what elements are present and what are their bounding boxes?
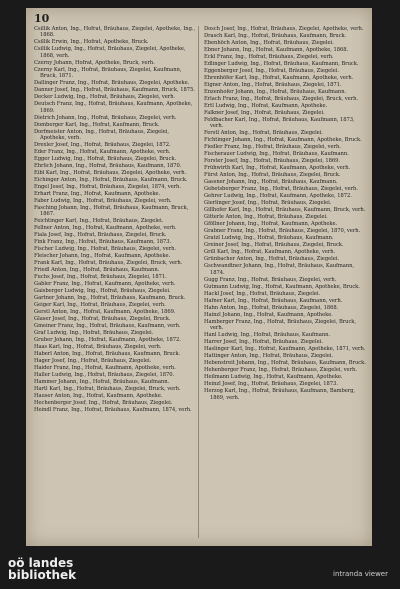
directory-entry: Erhart Franz, Ing., Hofrat, Kaufmann, Apotheke. — [34, 191, 161, 198]
directory-entry: Ebenhöch Anton, Ing., Hofrat, Bräuhaus, Ziegelei. — [204, 40, 334, 46]
directory-entry: Egger Ludwig, Ing., Hofrat, Bräuhaus, Ziegelei, Bruck. — [34, 156, 177, 163]
right-column — [204, 26, 366, 542]
directory-entry: Gugg Franz, Ing., Hofrat, Bräuhaus, Ziegelei, verh. — [204, 276, 337, 283]
logo-line-1: oö landes — [8, 556, 74, 570]
logo-line-2: bibliothek — [8, 568, 77, 582]
directory-entry: Greiner Josef, Ing., Hofrat, Bräuhaus, Ziegelei, Bruck. — [204, 242, 344, 249]
directory-entry: Eibl Karl, Ing., Hofrat, Bräuhaus, Ziegelei, Apotheke, verh. — [34, 170, 187, 177]
directory-entry: Hainzl Johann, Ing., Hofrat, Kaufmann, Apotheke. — [204, 311, 333, 318]
directory-entry: Ertl Ludwig, Ing., Hofrat, Kaufmann, Apotheke. — [204, 103, 328, 109]
directory-entry: Czerny Johann, Hofrat, Apotheke, Bruck, verh. — [34, 59, 155, 66]
directory-entry: Dorfmeister Anton, Ing., Hofrat, Bräuhaus, Ziegelei, Apotheke, verh. — [34, 128, 170, 142]
directory-entry: Graf Ludwig, Ing., Hofrat, Bräuhaus, Ziegelei. — [34, 330, 154, 337]
directory-entry: Fiedler Franz, Ing., Hofrat, Bräuhaus, Ziegelei, verh. — [204, 144, 341, 151]
directory-entry: Eggenberger Josef, Ing., Hofrat, Bräuhaus, Ziegelei. — [204, 68, 339, 74]
directory-entry: Fischer Ludwig, Ing., Hofrat, Bräuhaus, Ziegelei, verh. — [34, 246, 176, 253]
directory-entry: Ebner Johann, Ing., Hofrat, Kaufmann, Apotheke, 1868. — [204, 47, 349, 53]
directory-entry: Fleischer Johann, Ing., Hofrat, Kaufmann, Apotheke. — [34, 253, 171, 260]
directory-entry: Gassner Johann, Ing., Hofrat, Bräuhaus, Kaufmann. — [204, 179, 338, 186]
directory-entry: Gartner Johann, Ing., Hofrat, Bräuhaus, Kaufmann, Bruck. — [34, 295, 186, 302]
directory-entry: Grabner Franz, Ing., Hofrat, Bräuhaus, Ziegelei, 1870, verh. — [204, 228, 361, 235]
directory-entry: Fuchs Josef, Ing., Hofrat, Bräuhaus, Ziegelei, 1871. — [34, 274, 167, 281]
directory-entry: Heilmann Ludwig, Ing., Hofrat, Kaufmann, Apotheke. — [204, 374, 343, 381]
directory-entry: Drasch Karl, Ing., Hofrat, Bräuhaus, Kaufmann, Bruck. — [204, 33, 347, 39]
directory-entry: Drexler Josef, Ing., Hofrat, Bräuhaus, Ziegelei, 1872. — [34, 142, 171, 149]
directory-entry: Czerny Karl, Ing., Hofrat, Bräuhaus, Ziegelei, Kaufmann, Bruck, 1871. — [34, 66, 182, 80]
directory-entry: Heindl Franz, Ing., Hofrat, Bräuhaus, Kaufmann, 1874, verh. — [34, 407, 192, 414]
directory-entry: Grünbacher Anton, Ing., Hofrat, Bräuhaus, Ziegelei. — [204, 256, 339, 263]
viewer-label: intranda viewer — [333, 570, 388, 578]
directory-entry: Dietrich Johann, Ing., Hofrat, Bräuhaus, Ziegelei, verh. — [34, 114, 177, 121]
directory-entry: Erlach Franz, Ing., Hofrat, Bräuhaus, Ziegelei, Bruck, verh. — [204, 96, 358, 102]
directory-entry: Hahn Anton, Ing., Hofrat, Bräuhaus, Ziegelei, 1868. — [204, 304, 339, 311]
directory-entry: Gerstl Anton, Ing., Hofrat, Kaufmann, Apotheke, 1869. — [34, 309, 176, 316]
directory-entry: Haider Franz, Ing., Hofrat, Kaufmann, Apotheke, verh. — [34, 365, 176, 372]
directory-entry: Ehrenhöfer Karl, Ing., Hofrat, Kaufmann, Apotheke, verh. — [204, 75, 354, 81]
directory-entry: Domberger Karl, Ing., Hofrat, Kaufmann, Bruck. — [34, 121, 160, 128]
directory-entry: Frank Karl, Ing., Hofrat, Bräuhaus, Ziegelei, Bruck, verh. — [34, 260, 183, 267]
directory-entry: Fiala Josef, Ing., Hofrat, Bräuhaus, Ziegelei, Bruck. — [34, 232, 167, 239]
directory-entry: Hartl Karl, Ing., Hofrat, Bräuhaus, Ziegelei, Bruck, verh. — [34, 386, 181, 393]
directory-entry: Hamberger Franz, Ing., Hofrat, Bräuhaus, Ziegelei, Bruck, verh. — [204, 318, 357, 332]
directory-entry: Grill Karl, Ing., Hofrat, Kaufmann, Apotheke, verh. — [204, 249, 336, 256]
directory-entry: Hauser Anton, Ing., Hofrat, Kaufmann, Apotheke. — [34, 393, 163, 400]
directory-entry: Fellner Anton, Ing., Hofrat, Kaufmann, Apotheke, verh. — [34, 225, 177, 232]
directory-entry: Hammer Johann, Ing., Hofrat, Bräuhaus, Kaufmann. — [34, 379, 170, 386]
column-divider — [198, 26, 199, 538]
directory-entry: Engel Josef, Ing., Hofrat, Bräuhaus, Ziegelei, 1874, verh. — [34, 184, 181, 191]
directory-entry: Feichtinger Karl, Ing., Hofrat, Bräuhaus, Ziegelei. — [34, 218, 164, 225]
directory-entry: Frühwirth Karl, Ing., Hofrat, Kaufmann, Apotheke, verh. — [204, 165, 351, 172]
directory-entry: Fichtinger Johann, Ing., Hofrat, Kaufmann, Apotheke, Bruck. — [204, 137, 362, 144]
directory-entry: Geiger Karl, Ing., Hofrat, Bräuhaus, Ziegelei, verh. — [34, 302, 166, 309]
directory-entry: Gföllner Johann, Ing., Hofrat, Kaufmann, Apotheke. — [204, 221, 338, 228]
directory-entry: Fasching Johann, Ing., Hofrat, Bräuhaus, Kaufmann, Bruck, 1867. — [34, 205, 189, 218]
directory-entry: Gschwandtner Johann, Ing., Hofrat, Bräuhaus, Kaufmann, 1874. — [204, 263, 355, 276]
directory-entry: Hechenberger Josef, Ing., Hofrat, Bräuhaus, Ziegelei. — [34, 400, 173, 407]
directory-entry: Enzenhofer Johann, Ing., Hofrat, Bräuhaus, Kaufmann. — [204, 89, 347, 95]
directory-entry: Feldbacher Karl, Ing., Hofrat, Bräuhaus, Kaufmann, 1873, verh. — [204, 117, 355, 130]
directory-entry: Fink Franz, Ing., Hofrat, Bräuhaus, Kaufmann, 1873. — [34, 239, 172, 246]
directory-entry: Gehrer Ludwig, Ing., Hofrat, Kaufmann, Apotheke, 1872. — [204, 193, 352, 200]
document-page — [26, 8, 372, 546]
directory-entry: Dallinger Franz, Ing., Hofrat, Bräuhaus, Ziegelei, Apotheke. — [34, 80, 190, 87]
library-logo[interactable] — [8, 557, 76, 581]
left-column — [34, 26, 196, 542]
directory-entry: Edlinger Ludwig, Ing., Hofrat, Bräuhaus, Kaufmann, Bruck. — [204, 61, 359, 67]
directory-entry: Eigner Anton, Ing., Hofrat, Bräuhaus, Ziegelei, 1871. — [204, 82, 342, 88]
directory-entry: Gutmann Ludwig, Ing., Hofrat, Kaufmann, Apotheke, Bruck. — [204, 283, 360, 290]
directory-entry: Hanl Ludwig, Ing., Hofrat, Bräuhaus, Kaufmann. — [204, 332, 331, 339]
directory-entry: Hattinger Anton, Ing., Hofrat, Bräuhaus, Ziegelei. — [204, 353, 334, 360]
directory-entry: Glaser Josef, Ing., Hofrat, Bräuhaus, Ziegelei, Bruck. — [34, 316, 171, 323]
directory-entry: Fischerauer Ludwig, Ing., Hofrat, Bräuhaus, Kaufmann. — [204, 151, 349, 158]
directory-entry: Gmeiner Franz, Ing., Hofrat, Bräuhaus, Kaufmann, verh. — [34, 323, 181, 330]
directory-entry: Csillik Erwin, Ing., Hofrat, Apotheke, Bruck. — [34, 39, 149, 46]
directory-entry: Eder Franz, Ing., Hofrat, Kaufmann, Apotheke, verh. — [34, 149, 171, 156]
directory-entry: Eichinger Anton, Ing., Hofrat, Bräuhaus, Kaufmann, Bruck. — [34, 177, 188, 184]
directory-entry: Fürst Anton, Ing., Hofrat, Bräuhaus, Ziegelei, Bruck. — [204, 172, 341, 179]
directory-entry: Faber Ludwig, Ing., Hofrat, Bräuhaus, Ziegelei, verh. — [34, 198, 172, 205]
directory-entry: Forster Josef, Ing., Hofrat, Bräuhaus, Ziegelei, 1869. — [204, 158, 341, 165]
directory-entry: Harrer Josef, Ing., Hofrat, Bräuhaus, Ziegelei. — [204, 339, 323, 346]
directory-entry: Hehenberger Franz, Ing., Hofrat, Bräuhaus, Ziegelei, verh. — [204, 367, 357, 374]
directory-entry: Eckl Franz, Ing., Hofrat, Bräuhaus, Ziegelei, verh. — [204, 54, 334, 60]
directory-entry: Decker Ludwig, Ing., Hofrat, Bräuhaus, Ziegelei, verh. — [34, 94, 176, 101]
page-number: 10 — [34, 12, 50, 25]
directory-entry: Csillik Anton, Ing., Hofrat, Bräuhaus, Ziegelei, Apotheke, Ing., 1868. — [34, 26, 196, 39]
directory-entry: Hager Josef, Ing., Hofrat, Bräuhaus, Ziegelei. — [34, 358, 152, 365]
directory-entry: Ferstl Anton, Ing., Hofrat, Bräuhaus, Ziegelei. — [204, 130, 323, 137]
directory-entry: Friedl Anton, Ing., Hofrat, Bräuhaus, Kaufmann. — [34, 267, 160, 274]
directory-entry: Ehrlich Johann, Ing., Hofrat, Bräuhaus, Kaufmann, 1870. — [34, 163, 182, 170]
directory-entry: Haslinger Karl, Ing., Hofrat, Kaufmann, Apotheke, 1871, verh. — [204, 346, 366, 353]
directory-entry: Haller Ludwig, Ing., Hofrat, Bräuhaus, Ziegelei, 1870. — [34, 372, 175, 379]
directory-entry: Gruber Johann, Ing., Hofrat, Kaufmann, Apotheke, 1872. — [34, 337, 181, 344]
directory-entry: Hebenstreit Johann, Ing., Hofrat, Bräuhaus, Kaufmann, Bruck. — [204, 360, 366, 367]
directory-entry: Gebetsberger Franz, Ing., Hofrat, Bräuhaus, Ziegelei, verh. — [204, 186, 358, 193]
directory-entry: Hackl Josef, Ing., Hofrat, Bräuhaus, Ziegelei. — [204, 290, 321, 297]
directory-entry: Herzog Karl, Ing., Hofrat, Bräuhaus, Kaufmann, Bamberg, 1869, verh. — [204, 388, 356, 401]
directory-entry: Danner Josef, Ing., Hofrat, Bräuhaus, Kaufmann, Bruck, 1875. — [34, 87, 195, 94]
directory-entry: Dosch Josef, Ing., Hofrat, Bräuhaus, Ziegelei, Apotheke, verh. — [204, 26, 364, 32]
directory-entry: Hafner Karl, Ing., Hofrat, Bräuhaus, Kaufmann, verh. — [204, 297, 343, 304]
directory-entry: Gabler Franz, Ing., Hofrat, Kaufmann, Apotheke, verh. — [34, 281, 176, 288]
directory-entry: Gillhofer Karl, Ing., Hofrat, Bräuhaus, Kaufmann, Bruck, verh. — [204, 207, 366, 214]
directory-entry: Gratzl Ludwig, Ing., Hofrat, Bräuhaus, Kaufmann. — [204, 235, 334, 242]
directory-entry: Csillik Ludwig, Ing., Hofrat, Bräuhaus, Ziegelei, Apotheke, 1868, verh. — [34, 46, 186, 59]
directory-entry: Gierlinger Josef, Ing., Hofrat, Bräuhaus, Ziegelei. — [204, 200, 332, 207]
directory-entry: Gitterle Anton, Ing., Hofrat, Bräuhaus, Ziegelei. — [204, 214, 328, 221]
viewer-footer — [0, 548, 400, 589]
directory-entry: Haas Karl, Ing., Hofrat, Bräuhaus, Ziegelei, verh. — [34, 344, 162, 351]
directory-entry: Deutsch Franz, Ing., Hofrat, Bräuhaus, Kaufmann, Apotheke, 1869. — [34, 101, 193, 114]
directory-entry: Haberl Anton, Ing., Hofrat, Bräuhaus, Kaufmann, Bruck. — [34, 351, 181, 358]
directory-entry: Falkner Josef, Ing., Hofrat, Bräuhaus, Ziegelei. — [204, 110, 325, 116]
directory-entry: Gaisberger Ludwig, Ing., Hofrat, Bräuhaus, Ziegelei. — [34, 288, 171, 295]
directory-entry: Heinzl Josef, Ing., Hofrat, Bräuhaus, Ziegelei, 1873. — [204, 381, 338, 388]
